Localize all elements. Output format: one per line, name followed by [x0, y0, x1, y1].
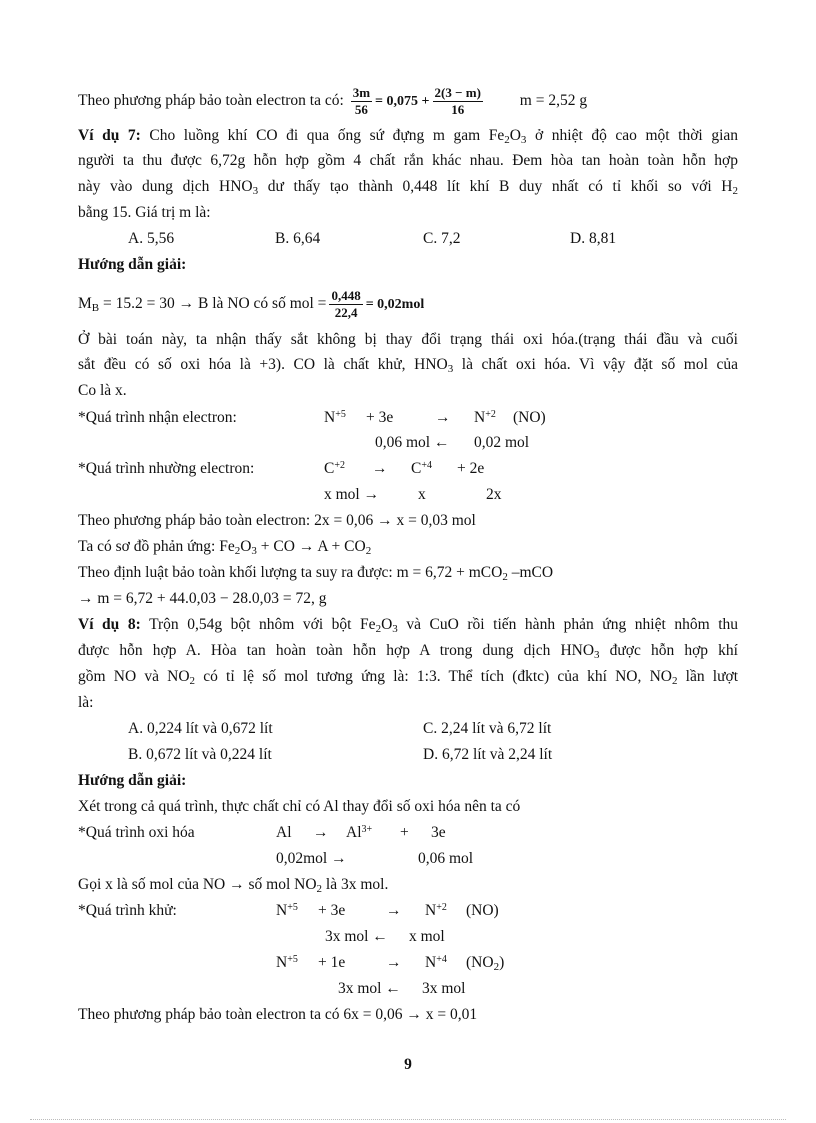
example-8-line-1: Ví dụ 8: Trộn 0,54g bột nhôm với bột $Fe_2O_3$ và CuO rồi tiến hành phản ứng nhiệt nhôm thu: [78, 616, 738, 635]
arrow: →: [386, 954, 402, 971]
mol-line: 0,06 mol: [418, 850, 474, 867]
example-7-line-4: bằng 15. Giá trị m là:: [78, 204, 211, 221]
product: $N^{+4}$: [425, 954, 447, 971]
species: $C^{+2}$: [324, 460, 345, 477]
species: $N^{+5}$: [324, 409, 346, 426]
solution-heading: Hướng dẫn giải:: [78, 256, 187, 273]
electrons: 3e: [431, 824, 446, 841]
footer-divider: [30, 1119, 786, 1120]
mol-line: 3x mol: [422, 980, 466, 997]
option-c: C. 2,24 lít và 6,72 lít: [423, 720, 552, 737]
note: (NO): [466, 902, 499, 919]
arrow: →: [313, 824, 329, 841]
final-line: Theo phương pháp bảo toàn electron ta có 6x = 0,06 → x = 0,01: [78, 1006, 478, 1023]
oxidation-label: *Quá trình oxi hóa: [78, 824, 195, 841]
fraction-0448-224: $\frac{0,448}{22,4}$: [331, 288, 361, 320]
mol-line: x mol →: [324, 486, 380, 503]
option-a: A. 5,56: [128, 230, 175, 247]
equation-line-1: Theo phương pháp bảo toàn electron ta có: $\frac{3m}{56}$ = 0,075 + $\frac{2(3 - m)}{16}$ m = 2,52 g: [78, 85, 588, 117]
example-7-line-2: người ta thu được 6,72g hỗn hợp gồm 4 chất rắn khác nhau. Đem hòa tan hoàn toàn hỗn hợp: [78, 152, 738, 169]
explanation: Xét trong cả quá trình, thực chất chỉ có Al thay đổi số oxi hóa nên ta có: [78, 798, 521, 815]
plus: +: [400, 824, 409, 841]
mol-line: 0,06 mol ←: [375, 434, 450, 451]
product: $Al^{3+}$: [346, 824, 373, 841]
fraction-2-3-m-16: $\frac{2(3 - m)}{16}$: [434, 85, 481, 117]
mol-line: x: [418, 486, 426, 503]
example-7-line-3: này vào dung dịch $HNO_3$ dư thấy tạo thành 0,448 lít khí B duy nhất có tỉ khối so với $H_2$: [78, 178, 738, 197]
product: $C^{+4}$: [411, 460, 432, 477]
mb-line: $M_B = 15.2 = 30 \to B$ là NO có số mol = $\frac{0,448}{22,4}$ = 0,02mol: [78, 288, 425, 320]
product: $N^{+2}$: [425, 902, 447, 919]
page-number: 9: [404, 1056, 412, 1073]
arrow: →: [435, 409, 451, 426]
reduction-label: *Quá trình nhận electron:: [78, 409, 237, 426]
electrons: + 1e: [318, 954, 346, 971]
example-8-line-4: là:: [78, 694, 94, 711]
note: (NO): [513, 409, 546, 426]
mol-line: 0,02 mol: [474, 434, 530, 451]
option-c: C. 7,2: [423, 230, 461, 247]
note: $(NO_2)$: [466, 954, 505, 973]
reduction-label: *Quá trình khử:: [78, 902, 177, 919]
electrons: + 2e: [457, 460, 485, 477]
species: $N^{+5}$: [276, 902, 298, 919]
species: $N^{+5}$: [276, 954, 298, 971]
paragraph-line-3: Co là x.: [78, 382, 127, 399]
example-8-line-3: gồm NO và $NO_2$ có tỉ lệ số mol tương ứng là: 1:3. Thể tích (đktc) của khí NO, $NO_2$ lần lượt: [78, 668, 738, 687]
species: Al: [276, 824, 292, 841]
option-d: D. 6,72 lít và 2,24 lít: [423, 746, 553, 763]
step-4: → m = 6,72 + 44.0,03 − 28.0,03 = 72, g: [78, 590, 327, 607]
arrow: →: [372, 460, 388, 477]
mol-line: 2x: [486, 486, 502, 503]
option-b: B. 0,672 lít và 0,224 lít: [128, 746, 272, 763]
product: $N^{+2}$: [474, 409, 496, 426]
step-1: Theo phương pháp bảo toàn electron: 2x = 0,06 → x = 0,03 mol: [78, 512, 476, 529]
option-d: D. 8,81: [570, 230, 617, 247]
let-x-line: Gọi x là số mol của NO → số mol $NO_2$ là 3x mol.: [78, 876, 389, 895]
option-b: B. 6,64: [275, 230, 321, 247]
example-8-line-2: được hỗn hợp A. Hòa tan hoàn toàn hỗn hợp A trong dung dịch $HNO_3$ được hỗn hợp khí: [78, 642, 738, 661]
paragraph-line-1: Ở bài toán này, ta nhận thấy sắt không bị thay đổi trạng thái oxi hóa.(trạng thái đầu và cuối: [78, 331, 738, 348]
electrons: + 3e: [318, 902, 346, 919]
result-m: m = 2,52 g: [519, 92, 588, 110]
step-3: Theo định luật bảo toàn khối lượng ta suy ra được: m = 6,72 + mCO$_2$ –mCO: [78, 564, 554, 583]
electrons: + 3e: [366, 409, 394, 426]
example-7-line-1: Ví dụ 7: Cho luồng khí CO đi qua ống sứ đựng m gam $Fe_2O_3$ ở nhiệt độ cao một thời gian: [78, 127, 739, 146]
mol-line: 3x mol ←: [338, 980, 401, 997]
step-2: Ta có sơ đồ phản ứng: $Fe_2O_3$ + CO → $A + CO_2$: [78, 538, 372, 557]
option-a: A. 0,224 lít và 0,672 lít: [128, 720, 273, 737]
paragraph-line-2: sắt đều có số oxi hóa là +3). CO là chất khử, $HNO_3$ là chất oxi hóa. Vì vậy đặt số mol của: [78, 356, 738, 375]
mol-line: 0,02mol →: [276, 850, 347, 867]
mol-line: 3x mol ←: [325, 928, 388, 945]
arrow: →: [386, 902, 402, 919]
oxidation-label: *Quá trình nhường electron:: [78, 460, 255, 477]
text: Theo phương pháp bảo toàn electron ta có:: [78, 92, 344, 110]
solution-heading: Hướng dẫn giải:: [78, 772, 187, 789]
mol-line: x mol: [409, 928, 445, 945]
fraction-3m-56: $\frac{3m}{56}$: [352, 85, 371, 117]
